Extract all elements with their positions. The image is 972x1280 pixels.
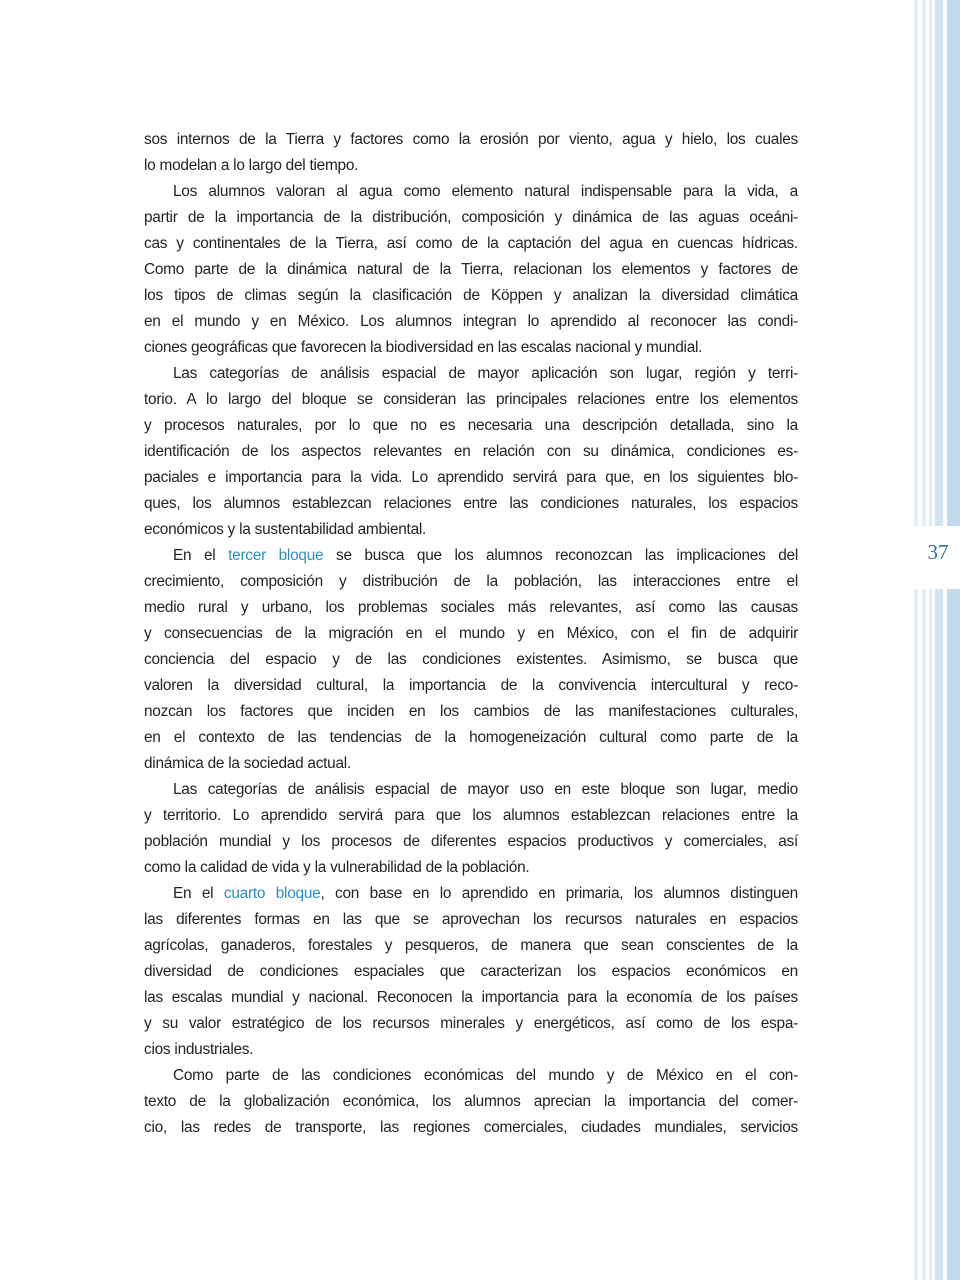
paragraph — [144, 361, 798, 543]
text-line: Las categorías de análisis espacial de mayor uso en este bloque son lugar, medio — [173, 781, 798, 798]
text-line: valoren la diversidad cultural, la importancia de la convivencia intercultural y reco- — [144, 677, 798, 694]
paragraph — [144, 543, 798, 777]
text-line: texto de la globalización económica, los alumnos aprecian la importancia del comer- — [144, 1093, 798, 1110]
text-line: dinámica de la sociedad actual. — [144, 755, 351, 772]
text-line: ques, los alumnos establezcan relaciones entre las condiciones naturales, los espacios — [144, 495, 798, 512]
text-line: Como parte de las condiciones económicas del mundo y de México en el con- — [173, 1067, 798, 1084]
text-line: cios industriales. — [144, 1041, 254, 1058]
text-line — [144, 881, 798, 907]
text-line: población mundial y los procesos de diferentes espacios productivos y comerciales, así — [144, 833, 798, 850]
stripe-bar — [929, 589, 932, 1280]
text-line: y territorio. Lo aprendido servirá para que los alumnos establezcan relaciones entre la — [144, 807, 798, 824]
tercer-bloque-link[interactable]: tercer bloque — [228, 547, 324, 564]
text-segment: , con base en lo aprendido en primaria, los alumnos distinguen — [320, 885, 798, 902]
text-line: torio. A lo largo del bloque se consideran las principales relaciones entre los elementos — [144, 391, 798, 408]
paragraph — [144, 179, 798, 361]
stripe-bar — [922, 0, 926, 526]
stripe-bar — [929, 0, 932, 526]
text-line: como la calidad de vida y la vulnerabilidad de la población. — [144, 859, 530, 876]
text-line: sos internos de la Tierra y factores como la erosión por viento, agua y hielo, los cuales — [144, 131, 798, 148]
text-line: cio, las redes de transporte, las regiones comerciales, ciudades mundiales, servicios — [144, 1119, 798, 1136]
stripe-bar — [947, 0, 960, 526]
stripe-bar — [914, 0, 918, 526]
text-line: cas y continentales de la Tierra, así como de la captación del agua en cuencas hídricas. — [144, 235, 798, 252]
text-segment: En el — [173, 885, 224, 902]
paragraph — [144, 127, 798, 179]
stripe-bar — [935, 589, 943, 1280]
text-line: Las categorías de análisis espacial de mayor aplicación son lugar, región y terri- — [173, 365, 798, 382]
text-line: conciencia del espacio y de las condiciones existentes. Asimismo, se busca que — [144, 651, 798, 668]
text-line: agrícolas, ganaderos, forestales y pesqueros, de manera que sean conscientes de la — [144, 937, 798, 954]
text-line: y su valor estratégico de los recursos minerales y energéticos, así como de los espa- — [144, 1015, 798, 1032]
cuarto-bloque-link[interactable]: cuarto bloque — [223, 885, 321, 902]
text-line: medio rural y urbano, los problemas sociales más relevantes, así como las causas — [144, 599, 798, 616]
stripe-bar — [935, 0, 943, 526]
stripe-bar — [914, 589, 918, 1280]
paragraph — [144, 881, 798, 1063]
text-line: en el mundo y en México. Los alumnos integran lo aprendido al reconocer las condi- — [144, 313, 798, 330]
text-line: las escalas mundial y nacional. Reconocen la importancia para la economía de los países — [144, 989, 798, 1006]
text-line: las diferentes formas en las que se aprovechan los recursos naturales en espacios — [144, 911, 798, 928]
text-line — [144, 543, 798, 569]
text-segment: se busca que los alumnos reconozcan las implicaciones del — [323, 547, 799, 564]
text-line: nozcan los factores que inciden en los cambios de las manifestaciones culturales, — [144, 703, 798, 720]
text-line: en el contexto de las tendencias de la homogeneización cultural como parte de la — [144, 729, 798, 746]
text-line: diversidad de condiciones espaciales que caracterizan los espacios económicos en — [144, 963, 798, 980]
text-segment: En el — [173, 547, 229, 564]
text-line: los tipos de climas según la clasificación de Köppen y analizan la diversidad climática — [144, 287, 798, 304]
text-line: ciones geográficas que favorecen la biodiversidad en las escalas nacional y mundial. — [144, 339, 703, 356]
stripe-bar — [947, 589, 960, 1280]
paragraph — [144, 777, 798, 881]
page-number: 37 — [927, 540, 949, 564]
text-line: y procesos naturales, por lo que no es necesaria una descripción detallada, sino la — [144, 417, 798, 434]
text-line: y consecuencias de la migración en el mundo y en México, con el fin de adquirir — [144, 625, 798, 642]
text-line: Los alumnos valoran al agua como elemento natural indispensable para la vida, a — [173, 183, 798, 200]
text-line: partir de la importancia de la distribución, composición y dinámica de las aguas oceáni- — [144, 209, 798, 226]
paragraph — [144, 1063, 798, 1141]
text-line: lo modelan a lo largo del tiempo. — [144, 157, 359, 174]
document-text — [144, 127, 798, 1141]
text-line: paciales e importancia para la vida. Lo aprendido servirá para que, en los siguientes blo- — [144, 469, 798, 486]
stripe-bar — [922, 589, 926, 1280]
text-line: identificación de los aspectos relevantes en relación con su dinámica, condiciones es- — [144, 443, 798, 460]
text-line: Como parte de la dinámica natural de la Tierra, relacionan los elementos y factores de — [144, 261, 798, 278]
text-line: económicos y la sustentabilidad ambiental. — [144, 521, 427, 538]
text-line: crecimiento, composición y distribución de la población, las interacciones entre el — [144, 573, 798, 590]
